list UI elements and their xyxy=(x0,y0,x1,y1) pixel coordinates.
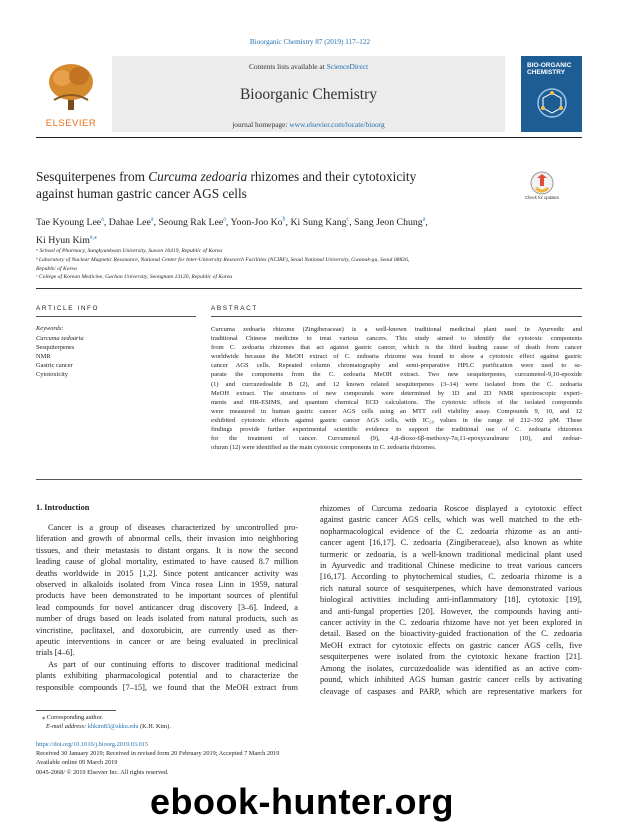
abstract-line: findings provide further experimental scientific evidence to support the traditional use of C. zedoaria rhizomes xyxy=(211,426,582,434)
body-line: biological activities including anti-inflammatory [18], cytotoxic [19], xyxy=(320,595,582,605)
section-heading-introduction: 1. Introduction xyxy=(36,503,90,512)
keyword: Curcuma zedoaria xyxy=(36,335,84,342)
abstract-line: ments and HR-ESIMS, and quantum chemical ECD calculations. The cytotoxic effects of the isolated compounds xyxy=(211,398,582,406)
abstract-line: MeOH extract. The structures of new compounds were determined by 1D and 2D NMR spectroscopic experi- xyxy=(211,389,582,397)
body-line: liferation and growth of abnormal cells, their invasion into neighboring xyxy=(36,534,298,544)
body-line: observed in alkaloids isolated from Vinca rosea Linn in 1959, natural xyxy=(36,580,298,590)
body-line: vincristine, paclitaxel, and doxorubicin, are currently used as ther- xyxy=(36,625,298,635)
affiliations xyxy=(36,247,582,282)
title-species: Curcuma zedoaria xyxy=(148,169,248,184)
tree-icon xyxy=(46,60,96,112)
author[interactable]: Seoung Rak Lee$^a$, xyxy=(158,217,231,229)
affiliation: ᵃ School of Pharmacy, Sungkyunkwan University, Suwon 16419, Republic of Korea xyxy=(36,248,223,254)
keyword: NMR xyxy=(36,353,51,360)
body-line: leading cause of global mortality, estimated to have caused 8.7 million xyxy=(36,557,298,567)
body-line: lead compounds for novel anticancer drug discovery [3–6]. Indeed, a xyxy=(36,602,298,612)
author[interactable]: Dahae Lee$^a$, xyxy=(108,217,159,229)
body-line: pound, which inhibited AGS human gastric cancer cells by activating xyxy=(320,675,582,685)
body-line: sesquiterpenes were isolated from the cytotoxic hexane fraction [21]. xyxy=(320,652,582,662)
body-line: number of drugs based on leads isolated from natural products, such as xyxy=(36,614,298,624)
author[interactable]: Sang Jeon Chung$^a$, xyxy=(354,217,428,229)
author[interactable]: Tae Kyoung Lee$^a$, xyxy=(36,217,109,229)
body-line: MeOH extract for cytotoxic effects on gastric cancer AGS cells, five xyxy=(320,640,582,650)
elsevier-logo xyxy=(36,56,106,132)
body-line: and anti-fungal properties [20]. However, the compounds having anti- xyxy=(320,606,582,616)
body-rule xyxy=(36,479,582,480)
abstract-line: parate the components from the C. zedoaria MeOH extract. Two new sesquiterpenes, curcumenol-9,10-epoxide xyxy=(211,371,582,379)
corresponding-author-note: ⁎ Corresponding author. xyxy=(42,714,104,721)
doi-link[interactable]: https://doi.org/10.1016/j.bioorg.2019.03.015 xyxy=(36,741,149,748)
abstract-line: traditional Chinese medicine to treat various cancers. This study aimed to identify the cytotoxic components xyxy=(211,335,582,343)
keyword: Sesquiterpenes xyxy=(36,344,75,351)
abstract-line: for the treatment of cancer. Curcumenol (9), 4,8-dioxo-6β-methoxy-7α,11-epoxycarabrane (10), and zedoar- xyxy=(211,435,582,443)
affiliation: ᶜ College of Korean Medicine, Gachon University, Seongnam 13120, Republic of Korea xyxy=(36,274,233,281)
keywords-label: Keywords: xyxy=(36,325,64,332)
watermark: ebook-hunter.org xyxy=(150,781,454,822)
footnote-rule xyxy=(36,710,116,711)
author[interactable]: Ki Sung Kang$^c$, xyxy=(290,217,355,229)
body-line: [16,17]. According to phytochemical studies, C. zedoaria rhizome is a xyxy=(320,572,582,582)
abstract-line: (1) and curcuzedoalide B (2), and 12 known related sesquiterpenes (3–14) were isolated from the C. zedoaria xyxy=(211,380,582,388)
keyword: Cytotoxicity xyxy=(36,371,68,378)
keyword: Gastric cancer xyxy=(36,362,73,369)
intro-right-column xyxy=(320,503,582,697)
abstract-line: were measured in human gastric cancer AGS cells using an MTT cell viability assay. Compounds 9, 10, and 12 xyxy=(211,407,582,415)
journal-cover xyxy=(521,56,582,132)
homepage-prefix: journal homepage: xyxy=(232,120,290,129)
header-rule xyxy=(36,137,582,138)
sciencedirect-link[interactable]: ScienceDirect xyxy=(326,62,369,71)
body-line: cleavage of caspases and PARP, which are representative markers for xyxy=(320,686,582,696)
body-line: rich natural source of sesquiterpenes, which have demonstrated various xyxy=(320,583,582,593)
received-dates: Received 30 January 2019; Received in revised form 20 February 2019; Accepted 7 March 2019 xyxy=(36,750,280,758)
molecule-icon xyxy=(535,86,569,120)
contents-prefix: Contents lists available at xyxy=(248,62,327,71)
body-line: rhizomes of Curcuma zedoaria Roscoe displayed a cytotoxic effect xyxy=(320,504,582,513)
abstract-line: cancer AGS cells. Repeated column chromatography and semi-preparative HPLC purification were used to se- xyxy=(211,362,582,370)
publication-info xyxy=(36,740,336,777)
body-line: cancer activity in the C. zedoaria rhizome have not yet been explored in xyxy=(320,618,582,628)
cover-title: BIO-ORGANIC CHEMISTRY xyxy=(527,62,572,76)
title-part: against human gastric cancer AGS cells xyxy=(36,186,247,201)
abstract-text xyxy=(211,325,582,452)
homepage-line xyxy=(112,120,505,129)
abstract-line: from C. zedoaria rhizomes that act against gastric cancer, which is the third leading cause of death from cancer xyxy=(211,344,582,352)
email-suffix: (K.H. Kim). xyxy=(138,723,171,730)
email-link[interactable]: khkim83@skku.edu xyxy=(87,723,139,730)
contents-line xyxy=(112,62,505,71)
body-line: tissues, and their metastasis to distant organs. It is now the second xyxy=(36,545,298,555)
publisher-logo-text: ELSEVIER xyxy=(45,118,97,129)
author-list xyxy=(36,213,582,249)
body-line: products have been demonstrated to be important sources of plentiful xyxy=(36,591,298,601)
body-line: trials [4–6]. xyxy=(36,648,75,658)
body-line: detail. Based on the bioactivity-guided fractionation of the C. zedoaria xyxy=(320,629,582,639)
abstract-line: exhibited cytotoxic effects against gastric cancer AGS cells, with IC₅₀ values in the range of 212–392 µM. These xyxy=(211,416,582,424)
title-part: rhizomes and their cytotoxicity xyxy=(247,169,417,184)
journal-reference[interactable]: Bioorganic Chemistry 87 (2019) 117–122 xyxy=(249,38,371,46)
body-line: in Ayurvedic and traditional Chinese medicine to treat various cancers xyxy=(320,561,582,571)
author[interactable]: Yoon-Joo Ko$^b$, xyxy=(230,217,291,229)
check-for-updates-label[interactable]: Check for updates xyxy=(525,195,559,200)
author[interactable]: Ki Hyun Kim$^{a,⁎}$ xyxy=(36,234,98,247)
copyright: 0045-2068/ © 2019 Elsevier Inc. All rights reserved. xyxy=(36,768,169,776)
title-part: Sesquiterpenes from xyxy=(36,169,149,184)
body-line: nopharmacological evidence of the C. zedoaria rhizome as an anti- xyxy=(320,526,582,536)
intro-left-column xyxy=(36,522,298,693)
body-line: responsible compounds [7–15], we found that the MeOH extract from xyxy=(36,682,298,692)
homepage-link[interactable]: www.elsevier.com/locate/bioorg xyxy=(289,120,385,129)
body-line: against gastric cancer AGS cells, which was well matched to the eth- xyxy=(320,515,582,525)
body-line: apeutic interventions in cancer or are being evaluated in preclinical xyxy=(36,637,298,647)
article-title xyxy=(36,168,506,202)
body-line: Cancer is a group of diseases characterized by uncontrolled pro- xyxy=(48,523,298,532)
email-label: E-mail address: xyxy=(46,723,88,730)
journal-title: Bioorganic Chemistry xyxy=(239,86,378,103)
article-info-rule xyxy=(36,316,196,317)
body-line: deaths worldwide in 2015 [1,2]. Since potent anticancer activity was xyxy=(36,568,298,578)
body-line: As part of our continuing efforts to discover traditional medicinal xyxy=(48,659,298,669)
abstract-line: ofuran (12) were identified as the main cytotoxic components in C. zedoaria rhizomes. xyxy=(211,444,437,452)
section-rule xyxy=(36,288,582,289)
abstract-line: worldwide because the MeOH extract of C. zedoaria rhizome was found to show a cytotoxic effect against gastric xyxy=(211,353,582,361)
footnote xyxy=(36,713,336,731)
abstract-rule xyxy=(211,316,582,317)
abstract-line: Curcuma zedoaria rhizome (Zingiberaceae) is a well-known traditional medicinal plant used in Ayurvedic and xyxy=(211,326,582,333)
body-line: turmeric or zedoaria, is a well-known traditional medicinal plant used xyxy=(320,549,582,559)
body-line: plants exhibiting pharmacological potential and to characterize the xyxy=(36,671,298,681)
available-online: Available online 09 March 2019 xyxy=(36,759,118,767)
email-line xyxy=(36,722,336,731)
article-info-heading: ARTICLE INFO xyxy=(36,305,100,312)
affiliation: ᵇ Laboratory of Nuclear Magnetic Resonance, National Center for Inter-University Research Facilities (NCIRF), Seoul National University, Gwanak-gu, Seoul 08826, xyxy=(36,256,410,263)
body-line: Among the isolates, curcuzedoalide was identified as an active com- xyxy=(320,663,582,673)
body-line: cancer agent [16,17]. C. zedoaria (Zingiberaceae), also known as white xyxy=(320,538,582,548)
affiliation: Republic of Korea xyxy=(36,265,77,272)
abstract-heading: ABSTRACT xyxy=(211,305,258,312)
